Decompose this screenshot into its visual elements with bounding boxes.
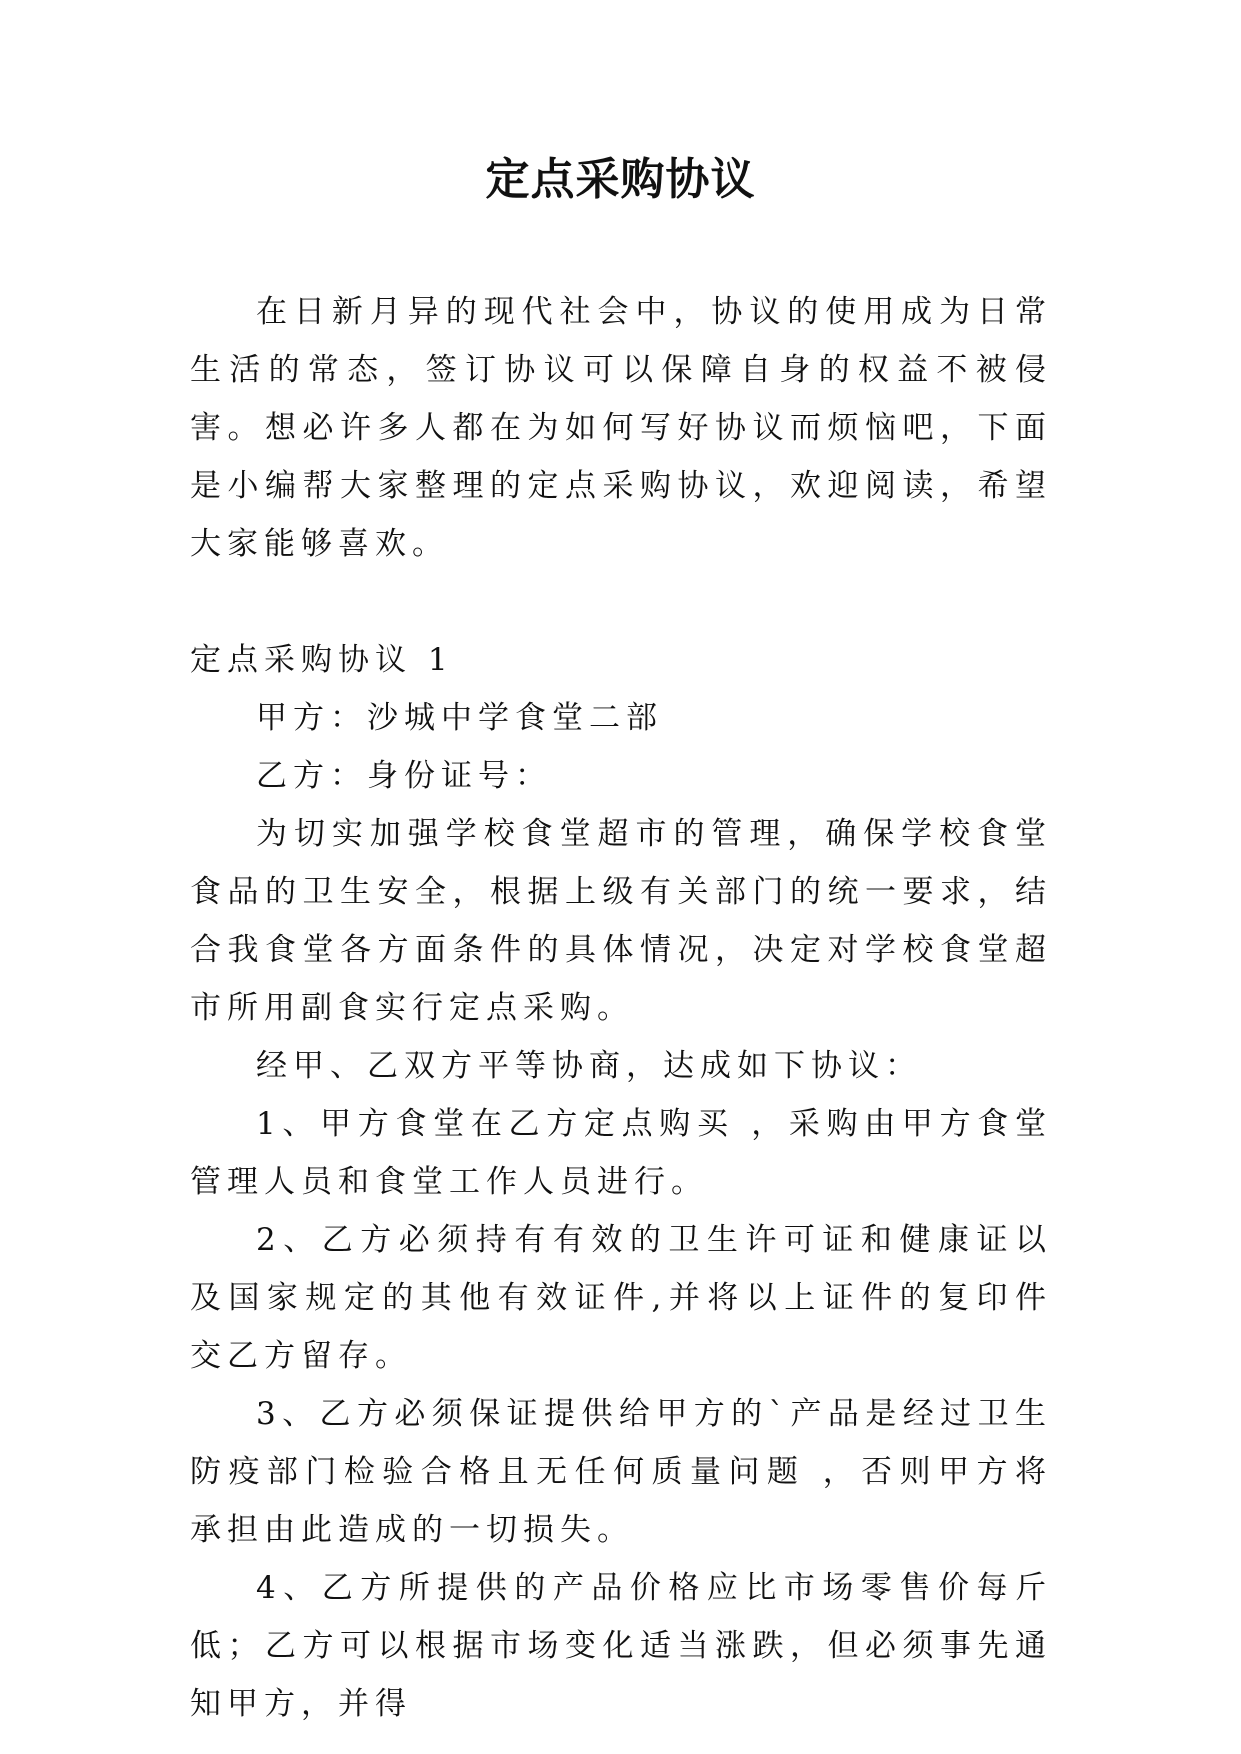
clause-item: 3、乙方必须保证提供给甲方的`产品是经过卫生防疫部门检验合格且无任何质量问题 ，否则甲方将承担由此造成的一切损失。 [190, 1396, 1052, 1548]
clause-item: 2、乙方必须持有有效的卫生许可证和健康证以及国家规定的其他有效证件,并将以上证件的复印件交乙方留存。 [190, 1222, 1052, 1374]
document-body [190, 283, 1052, 1733]
agreement-intro: 经甲、乙双方平等协商，达成如下协议： [256, 1048, 922, 1084]
intro-paragraph: 在日新月异的现代社会中，协议的使用成为日常生活的常态，签订协议可以保障自身的权益不被侵害。想必许多人都在为如何写好协议而烦恼吧，下面是小编帮大家整理的定点采购协议，欢迎阅读，希望大家能够喜欢。 [190, 294, 1052, 562]
party-a-line: 甲方：沙城中学食堂二部 [256, 700, 663, 736]
clause-item: 4、乙方所提供的产品价格应比市场零售价每斤低；乙方可以根据市场变化适当涨跌，但必须事先通知甲方，并得 [190, 1570, 1052, 1722]
document-title: 定点采购协议 [485, 154, 756, 205]
party-b-line: 乙方：身份证号： [256, 758, 552, 794]
clause-item: 1、甲方食堂在乙方定点购买 ，采购由甲方食堂管理人员和食堂工作人员进行。 [190, 1106, 1052, 1200]
purpose-paragraph: 为切实加强学校食堂超市的管理，确保学校食堂食品的卫生安全，根据上级有关部门的统一要求，结合我食堂各方面条件的具体情况，决定对学校食堂超市所用副食实行定点采购。 [190, 816, 1052, 1026]
section-heading: 定点采购协议 1 [190, 642, 454, 678]
